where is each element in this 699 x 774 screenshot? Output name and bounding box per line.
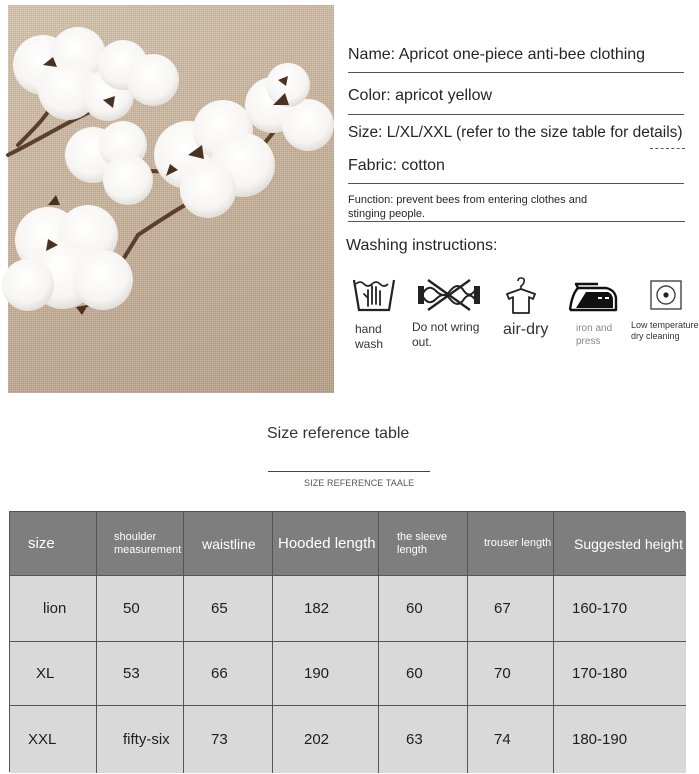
size-table-divider (268, 471, 430, 472)
cell-trouser-length: 74 (468, 706, 554, 773)
divider (348, 221, 685, 222)
hand-wash-icon (352, 274, 396, 321)
dry-clean-icon (650, 280, 682, 315)
cell-trouser-length: 70 (468, 642, 554, 706)
cotton-branch-illustration (8, 5, 334, 393)
header-sleeve-length: the sleeve length (379, 512, 468, 576)
header-size: size (10, 512, 97, 576)
cell-shoulder: 50 (97, 576, 184, 642)
cell-shoulder: fifty-six (97, 706, 184, 773)
product-function-line1: Function: prevent bees from entering clothes and (348, 194, 588, 206)
iron-icon (568, 280, 620, 317)
cell-size: XL (10, 642, 97, 706)
divider (348, 72, 683, 73)
cell-sleeve-length: 63 (379, 706, 468, 773)
header-suggested-height: Suggested height (554, 512, 686, 576)
header-trouser-length: trouser length (468, 512, 554, 576)
iron-label: iron and press (576, 323, 613, 347)
cell-hooded-length: 182 (273, 576, 379, 642)
size-table (9, 511, 685, 772)
cell-suggested-height: 180-190 (554, 706, 686, 773)
cell-hooded-length: 190 (273, 642, 379, 706)
divider (650, 72, 684, 73)
cell-size: XXL (10, 706, 97, 773)
divider (650, 148, 685, 149)
cell-sleeve-length: 60 (379, 576, 468, 642)
cell-size: lion (10, 576, 97, 642)
product-color: Color: apricot yellow (348, 87, 493, 104)
header-waistline: waistline (184, 512, 273, 576)
divider (348, 183, 684, 184)
cell-sleeve-length: 60 (379, 642, 468, 706)
hand-wash-label: hand wash (355, 322, 384, 351)
product-fabric: Fabric: cotton (348, 157, 445, 174)
header-shoulder: shoulder measurement (97, 512, 184, 576)
washing-title: Washing instructions: (346, 237, 498, 254)
header-hooded-length: Hooded length (273, 512, 379, 576)
do-not-wring-icon (418, 278, 480, 317)
cell-waistline: 65 (184, 576, 273, 642)
cell-suggested-height: 170-180 (554, 642, 686, 706)
dry-clean-label: Low temperature dry cleaning (631, 320, 699, 341)
cell-waistline: 73 (184, 706, 273, 773)
air-dry-label: air-dry (503, 321, 549, 338)
size-table-title: Size reference table (267, 425, 410, 442)
air-dry-icon (504, 278, 540, 319)
do-not-wring-label: Do not wring out. (412, 320, 480, 349)
size-table-subtitle: SIZE REFERENCE TAALE (304, 478, 415, 488)
product-name: Name: Apricot one-piece anti-bee clothing (348, 46, 646, 63)
product-size: Size: L/XL/XXL (refer to the size table for details) (348, 124, 683, 141)
cell-hooded-length: 202 (273, 706, 379, 773)
cotton-photo (8, 5, 334, 393)
product-function-line2: stinging people. (348, 208, 426, 220)
divider (348, 114, 684, 115)
cell-suggested-height: 160-170 (554, 576, 686, 642)
cell-trouser-length: 67 (468, 576, 554, 642)
cell-shoulder: 53 (97, 642, 184, 706)
cell-waistline: 66 (184, 642, 273, 706)
